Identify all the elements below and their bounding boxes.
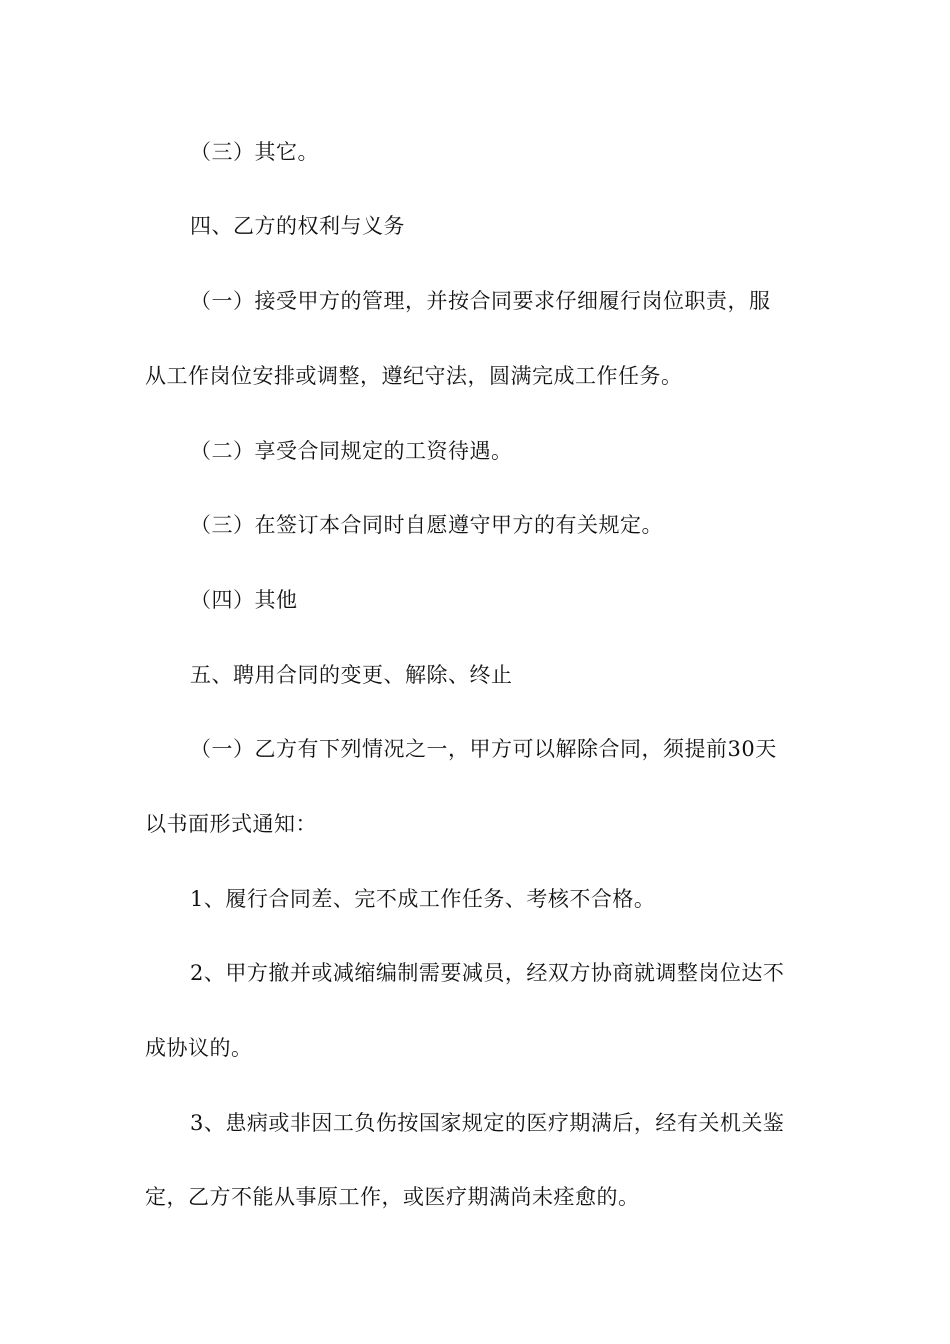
paragraph-line: （三）其它。: [190, 140, 319, 164]
paragraph-line: （四）其他: [190, 588, 298, 612]
paragraph-line: （二）享受合同规定的工资待遇。: [190, 439, 513, 463]
paragraph-line: （一）乙方有下列情况之一，甲方可以解除合同，须提前30天: [190, 737, 777, 761]
section-heading: 五、聘用合同的变更、解除、终止: [190, 663, 513, 687]
paragraph-line: （一）接受甲方的管理，并按合同要求仔细履行岗位职责，服: [190, 289, 771, 313]
paragraph-line: 从工作岗位安排或调整，遵纪守法，圆满完成工作任务。: [145, 364, 683, 388]
list-item: 2、甲方撤并或减缩编制需要减员，经双方协商就调整岗位达不: [190, 961, 785, 985]
paragraph-line: 以书面形式通知：: [145, 812, 317, 836]
list-item: 3、患病或非因工负伤按国家规定的医疗期满后，经有关机关鉴: [190, 1111, 785, 1135]
section-heading: 四、乙方的权利与义务: [190, 214, 405, 238]
paragraph-line: 成协议的。: [145, 1036, 253, 1060]
list-item: 1、履行合同差、完不成工作任务、考核不合格。: [190, 887, 656, 911]
paragraph-line: （三）在签订本合同时自愿遵守甲方的有关规定。: [190, 513, 663, 537]
paragraph-line: 定，乙方不能从事原工作，或医疗期满尚未痊愈的。: [145, 1185, 640, 1209]
